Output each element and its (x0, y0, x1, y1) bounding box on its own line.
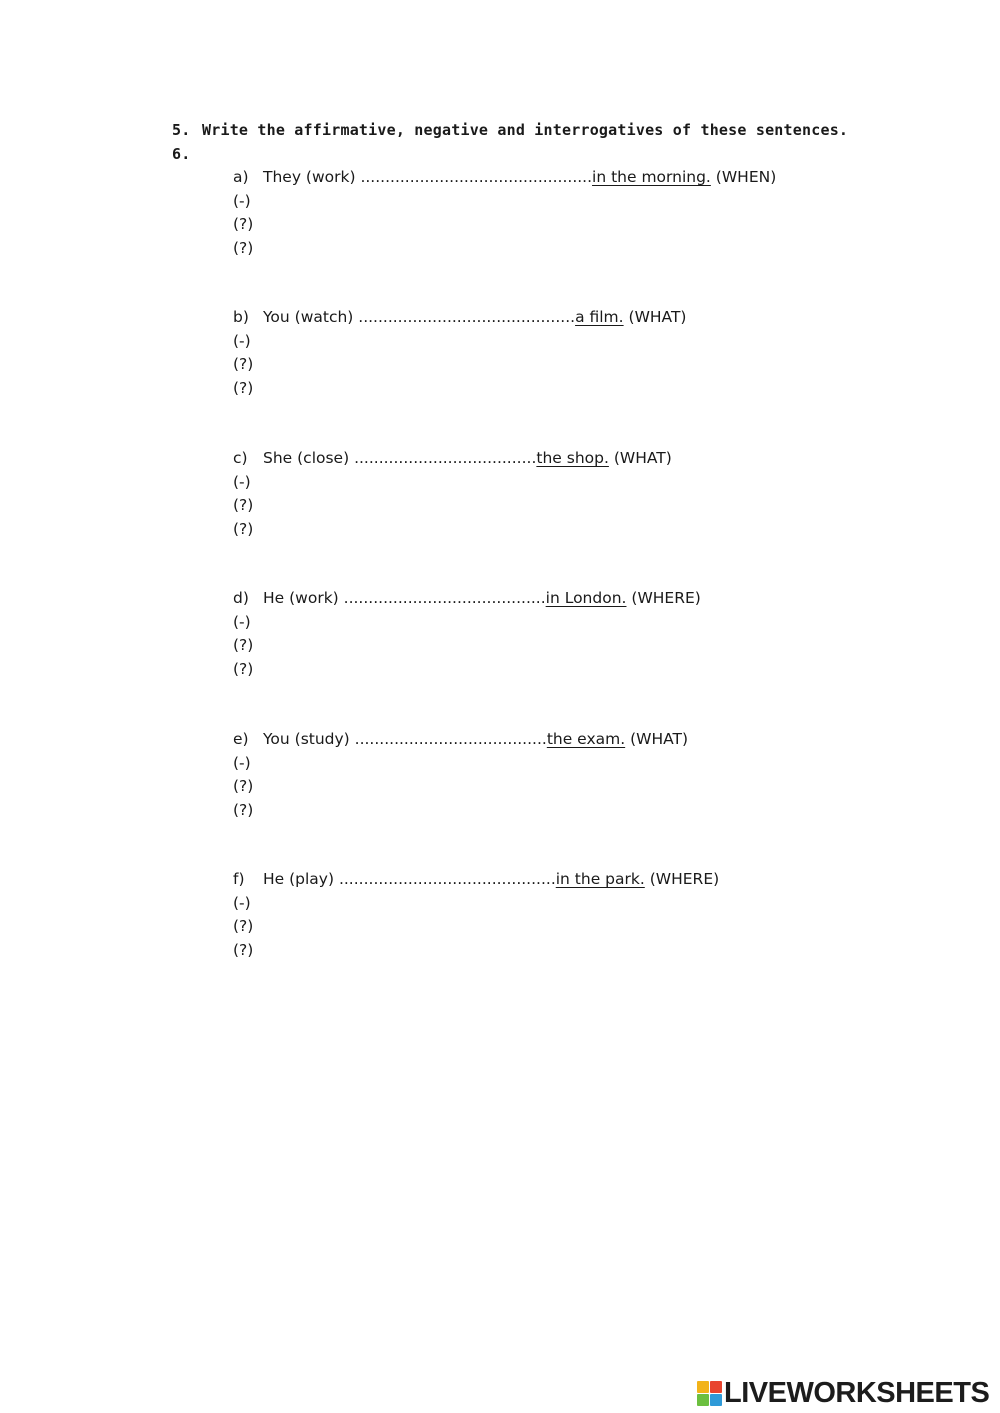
question-word: (WHERE) (644, 870, 720, 888)
question-word: (WHEN) (710, 168, 777, 186)
exercise-c (233, 447, 672, 541)
wh-question-answer-line[interactable]: (?) (233, 940, 254, 959)
sentence-prompt: He (work) ......................................... (263, 589, 546, 607)
question-answer-line[interactable]: (?) (233, 777, 254, 795)
question-answer-line[interactable]: (?) (233, 917, 254, 935)
question-word: (WHAT) (608, 449, 672, 467)
negative-answer-line[interactable]: (-) (233, 893, 251, 912)
negative-answer-line[interactable]: (-) (233, 191, 251, 210)
wh-question-answer-line[interactable]: (?) (233, 659, 254, 678)
exercise-letter: d) (233, 589, 249, 607)
exercise-a (233, 166, 776, 260)
exercise-b (233, 306, 686, 400)
logo-square-red (710, 1381, 722, 1393)
liveworksheets-logo-icon (697, 1381, 721, 1405)
wh-question-answer-line[interactable]: (?) (233, 800, 254, 819)
exercise-letter: f) (233, 870, 245, 888)
logo-square-yellow (697, 1381, 709, 1393)
underlined-phrase: the exam. (546, 730, 626, 748)
exercise-sentence (233, 587, 701, 611)
exercise-sentence (233, 447, 672, 471)
negative-answer-line[interactable]: (-) (233, 472, 251, 491)
negative-answer-line[interactable]: (-) (233, 612, 251, 631)
exercise-sentence (233, 166, 776, 190)
underlined-phrase: a film. (575, 308, 624, 326)
item-number-6 (172, 145, 202, 163)
exercise-f (233, 868, 719, 962)
sentence-prompt: They (work) ............................................... (263, 168, 593, 186)
wh-question-answer-line[interactable]: (?) (233, 378, 254, 397)
wh-question-answer-line[interactable]: (?) (233, 238, 254, 257)
wh-question-answer-line[interactable]: (?) (233, 519, 254, 538)
liveworksheets-logo (697, 1378, 989, 1408)
sentence-prompt: You (study) ....................................... (263, 730, 547, 748)
underlined-phrase: in London. (545, 589, 627, 607)
exercise-letter: b) (233, 308, 249, 326)
sentence-prompt: She (close) ..................................... (263, 449, 537, 467)
question-answer-line[interactable]: (?) (233, 355, 254, 373)
exercise-letter: a) (233, 168, 249, 186)
question-answer-line[interactable]: (?) (233, 636, 254, 654)
question-answer-line[interactable]: (?) (233, 215, 254, 233)
exercise-sentence (233, 868, 719, 892)
question-word: (WHAT) (625, 730, 689, 748)
negative-answer-line[interactable]: (-) (233, 331, 251, 350)
question-answer-line[interactable]: (?) (233, 496, 254, 514)
question-word: (WHAT) (623, 308, 687, 326)
question-word: (WHERE) (626, 589, 701, 607)
logo-text: LIVEWORKSHEETS (724, 1376, 990, 1409)
logo-square-blue (710, 1394, 722, 1406)
sentence-prompt: You (watch) ............................................ (263, 308, 576, 326)
exercise-sentence (233, 728, 688, 752)
underlined-phrase: in the park. (555, 870, 645, 888)
exercise-letter: c) (233, 449, 248, 467)
exercise-sentence (233, 306, 686, 330)
logo-square-green (697, 1394, 709, 1406)
exercise-d (233, 587, 701, 681)
exercise-e (233, 728, 688, 822)
sentence-prompt: He (play) ............................................ (263, 870, 556, 888)
item-number: 5. (172, 121, 191, 139)
negative-answer-line[interactable]: (-) (233, 753, 251, 772)
instruction-text: Write the affirmative, negative and interrogatives of these sentences. (202, 121, 849, 139)
instruction-heading (172, 121, 848, 139)
underlined-phrase: in the morning. (592, 168, 711, 186)
item-number: 6. (172, 145, 191, 163)
exercise-letter: e) (233, 730, 249, 748)
underlined-phrase: the shop. (536, 449, 609, 467)
